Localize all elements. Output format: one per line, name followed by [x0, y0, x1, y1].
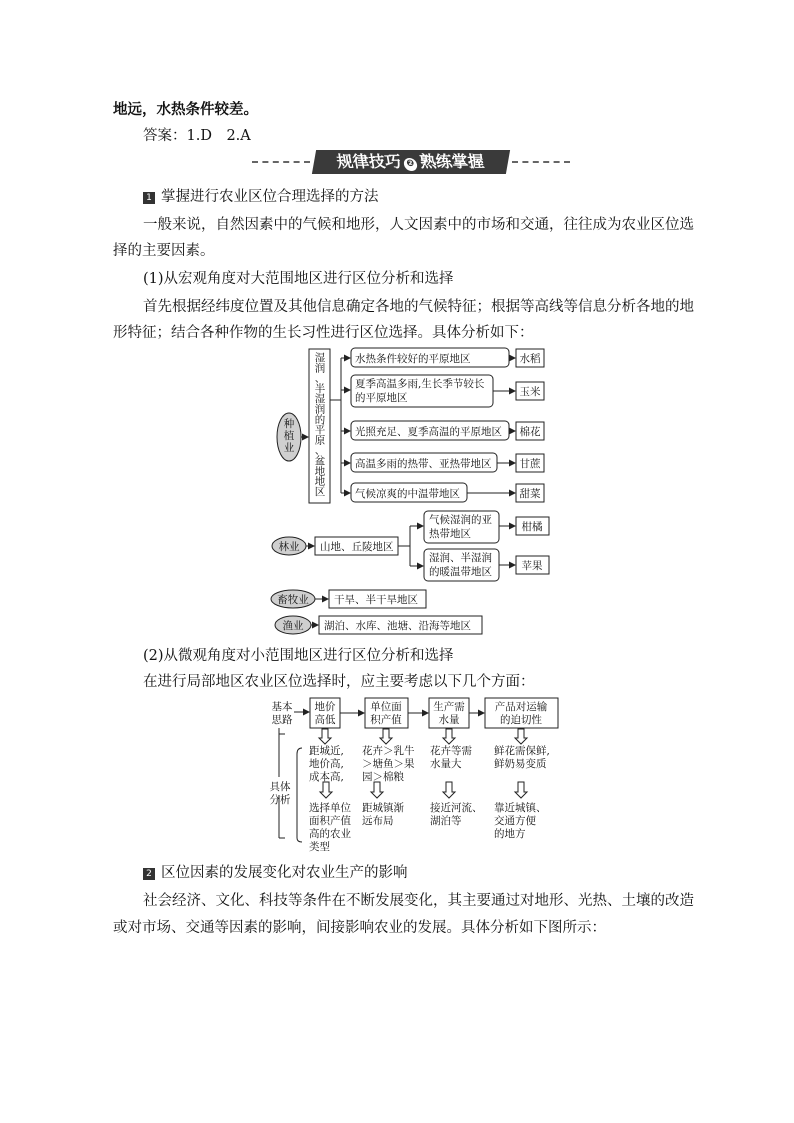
farming-cond-text: 夏季高温多雨,生长季节较长 [355, 378, 485, 390]
section2-para-line2: 或对市场、交通等因素的影响，间接影响农业的发展。具体分析如下图所示： [113, 920, 606, 936]
crop-text: 玉米 [519, 386, 541, 398]
factor-mid-text: 距城近, [309, 745, 344, 757]
macro-zoning-diagram [260, 344, 560, 640]
farming-region-char: 润 [314, 403, 326, 416]
section2-title: 区位因素的发展变化对农业生产的影响 [161, 865, 408, 881]
livestock-region-text: 干旱、半干旱地区 [334, 594, 418, 606]
factor-bottom-text: 的地方 [494, 828, 526, 840]
factor-mid-text: 花卉＞乳牛 [362, 745, 415, 757]
farming-cond-text: 气候凉爽的中温带地区 [355, 488, 460, 500]
forestry-region-text: 山地、丘陵地区 [320, 541, 394, 553]
forestry-cond-text: 气候湿润的亚 [429, 514, 492, 526]
factor-head-text: 高低 [314, 714, 336, 726]
factor-bottom-text: 湖泊等 [430, 815, 462, 827]
factor-head-text: 水量 [438, 714, 460, 726]
fruit-text: 苹果 [521, 560, 543, 572]
forestry-cond-text: 热带地区 [429, 528, 471, 540]
factor-bottom-text: 选择单位 [309, 802, 351, 814]
farming-region-char: 、 [314, 444, 326, 457]
factor-bottom-text: 靠近城镇、 [494, 802, 547, 814]
factor-mid-text: 花卉等需 [430, 745, 472, 757]
factor-bottom-text: 距城镇渐 [362, 802, 404, 814]
section-banner [252, 150, 570, 174]
micro-analysis-diagram [264, 694, 564, 853]
head-down-arrow [380, 729, 392, 744]
factor-mid-text: 成本高, [309, 771, 344, 783]
farming-region-char: 原 [314, 434, 326, 447]
farming-cond-text: 的平原地区 [355, 392, 408, 404]
mid-down-arrow [515, 782, 527, 798]
head-down-arrow [319, 729, 331, 744]
factor-bottom-text: 高的农业 [309, 828, 351, 840]
section1-para1-line1: 一般来说，自然因素中的气候和地形，人文因素中的市场和交通，往往成为农业区位选 [143, 217, 694, 233]
farming-cond-text: 水热条件较好的平原地区 [355, 353, 471, 365]
section1-heading [143, 185, 379, 206]
fishery-region-text: 湖泊、水库、池塘、沿海等地区 [324, 620, 471, 632]
livestock-label: 畜牧业 [277, 594, 309, 606]
factor-mid-text: 园＞棉粮 [362, 771, 404, 783]
farming-label-char: 业 [283, 442, 295, 454]
factor-mid-text: 鲜花需保鲜, [494, 745, 550, 757]
specific-analysis-label: 分析 [269, 794, 291, 806]
banner-badge: ❷ [403, 158, 418, 171]
farming-region-char: 的 [314, 413, 326, 426]
basic-idea-label: 思路 [271, 714, 293, 726]
section1-sub1: (1)从宏观角度对大范围地区进行区位分析和选择 [143, 271, 454, 287]
mid-down-arrow [443, 782, 455, 798]
answer-line: 答案：1.D 2.A [143, 128, 251, 144]
section2-para-line1: 社会经济、文化、科技等条件在不断发展变化，其主要通过对地形、光热、土壤的改造 [143, 893, 694, 909]
fruit-text: 柑橘 [521, 521, 543, 533]
section1-title: 掌握进行农业区位合理选择的方法 [161, 189, 379, 205]
factor-head-text: 积产值 [370, 714, 402, 726]
factor-head-text: 产品对运输 [494, 701, 548, 713]
forestry-cond-text: 的暖温带地区 [429, 566, 492, 578]
farming-region-char: 地 [314, 475, 326, 488]
factor-bottom-text: 远布局 [362, 815, 394, 827]
crop-text: 水稻 [519, 353, 541, 365]
farming-cond-text: 光照充足、夏季高温的平原地区 [355, 426, 502, 438]
farming-region-char: 盆 [314, 455, 326, 467]
intro-line: 地远，水热条件较差。 [113, 101, 258, 118]
specific-analysis-label: 具体 [269, 781, 291, 793]
factor-bottom-text: 面积产值 [309, 815, 351, 827]
factor-bottom-text: 交通方便 [494, 815, 536, 827]
farming-region-char: 半 [314, 382, 326, 395]
section1-para3: 在进行局部地区农业区位选择时，应主要考虑以下几个方面： [143, 674, 535, 690]
farming-region-char: 、 [314, 372, 326, 385]
factor-mid-text: 水量大 [430, 758, 462, 770]
farming-region-char: 区 [314, 485, 326, 498]
banner-dash-left [252, 161, 310, 163]
factor-head-text: 的迫切性 [500, 714, 542, 726]
banner-dash-right [512, 161, 570, 163]
mid-down-arrow [320, 782, 332, 798]
farming-label-char: 种 [283, 418, 295, 430]
section1-para2-line1: 首先根据经纬度位置及其他信息确定各地的气候特征；根据等高线等信息分析各地的地 [143, 299, 694, 315]
farming-region-char: 润 [314, 362, 326, 375]
section1-sub2: (2)从微观角度对小范围地区进行区位分析和选择 [143, 648, 454, 664]
factor-bottom-text: 类型 [309, 841, 330, 853]
crop-text: 甘蔗 [519, 458, 541, 470]
forestry-cond-text: 湿润、半湿润 [429, 552, 492, 564]
crop-text: 棉花 [519, 426, 541, 438]
basic-idea-label: 基本 [271, 701, 293, 713]
farming-cond-text: 高温多雨的热带、亚热带地区 [355, 458, 492, 470]
factor-head-text: 单位面 [370, 701, 402, 713]
section1-para1-line2: 择的主要因素。 [113, 243, 215, 259]
forestry-label: 林业 [278, 541, 300, 553]
crop-text: 甜菜 [519, 488, 541, 500]
head-down-arrow [515, 729, 527, 744]
farming-label-char: 植 [283, 430, 295, 442]
factor-head-text: 生产需 [433, 701, 465, 713]
section1-number: 1 [143, 192, 155, 204]
factor-head-text: 地价 [314, 701, 336, 713]
factor-mid-text: 地价高, [309, 758, 344, 770]
farming-region-char: 地 [314, 465, 326, 478]
section2-number: 2 [143, 868, 155, 880]
fishery-label: 渔业 [282, 620, 304, 632]
banner-left-text: 规律技巧 [335, 152, 404, 171]
head-down-arrow [443, 729, 455, 744]
factor-bottom-text: 接近河流、 [430, 802, 483, 814]
section1-para2-line2: 形特征；结合各种作物的生长习性进行区位选择。具体分析如下： [113, 325, 534, 341]
section2-heading [143, 861, 408, 882]
factor-mid-text: 鲜奶易变质 [494, 758, 547, 770]
farming-region-char: 湿 [314, 393, 326, 406]
mid-down-arrow [371, 782, 383, 798]
banner-box [312, 150, 510, 174]
farming-region-char: 平 [314, 424, 326, 437]
factor-mid-text: ＞塘鱼＞果 [362, 758, 415, 770]
farming-region-char: 湿 [314, 352, 326, 364]
banner-right-text: 熟练掌握 [418, 152, 487, 171]
